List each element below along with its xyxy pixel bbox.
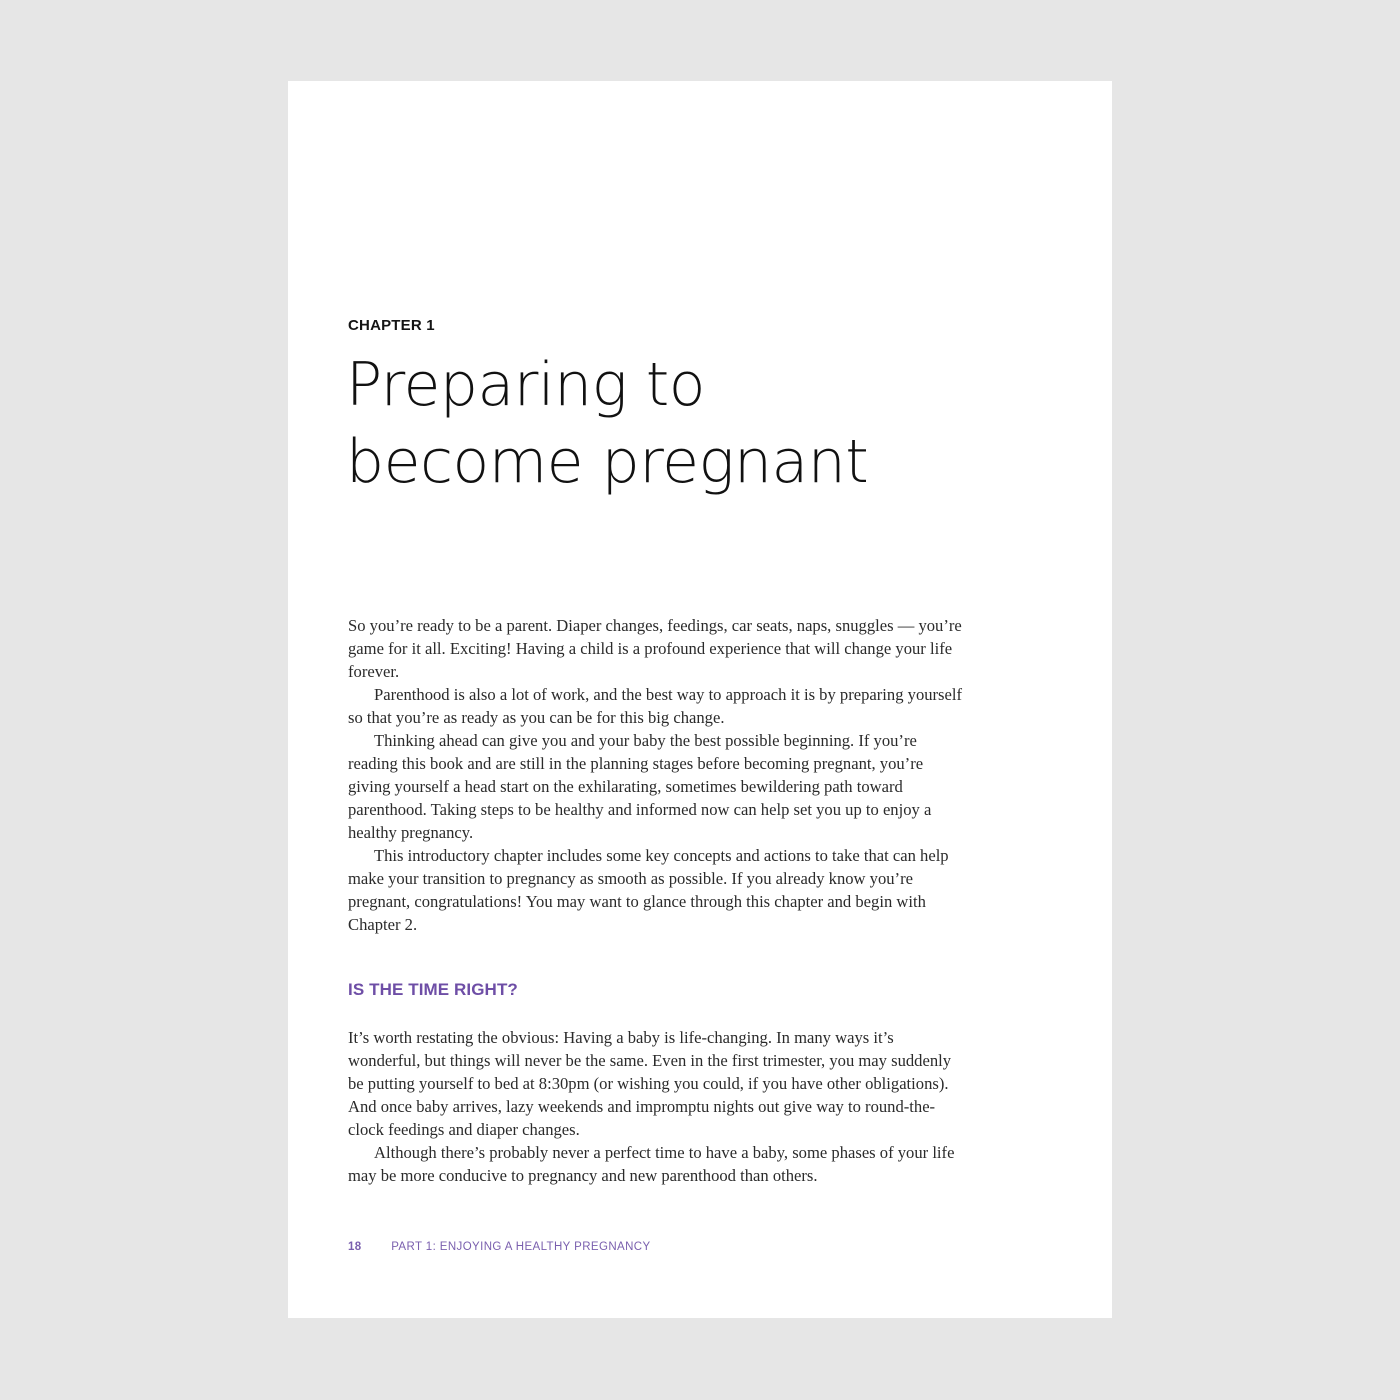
intro-paragraph-3: Thinking ahead can give you and your baby the best possible beginning. If you’re reading this book and are still in the planning stages before becoming pregnant, you’re giving yourself a head start on the exhilarating, sometimes bewildering path toward parenthood. Taking steps to be healthy and informed now can help set you up to enjoy a healthy pregnancy. [348,731,932,842]
chapter-label: CHAPTER 1 [348,317,435,334]
intro-paragraph-1: So you’re ready to be a parent. Diaper changes, feedings, car seats, naps, snuggles — you’re game for it all. Exciting! Having a child is a profound experience that will change your life forever. [348,616,962,681]
section-paragraph-2: Although there’s probably never a perfect time to have a baby, some phases of your life may be more conducive to pregnancy and new parenthood than others. [348,1143,955,1185]
page-number: 18 [348,1241,362,1253]
section-text [348,1026,968,1187]
intro-paragraph-2: Parenthood is also a lot of work, and the best way to approach it is by preparing yourself so that you’re as ready as you can be for this big change. [348,685,963,727]
page-footer [348,1241,651,1253]
section-paragraph-1: It’s worth restating the obvious: Having a baby is life-changing. In many ways it’s wonderful, but things will never be the same. Even in the first trimester, you may suddenly be putting yourself to bed at 8:30pm (or wishing you could, if you have other obligations). And once baby arrives, lazy weekends and impromptu nights out give way to round-the-clock feedings and diaper changes. [348,1028,952,1139]
book-page [288,81,1112,1318]
chapter-title-line-1: Preparing to [346,350,705,420]
intro-text [348,614,968,936]
chapter-title [346,347,966,501]
intro-paragraph-4: This introductory chapter includes some key concepts and actions to take that can help make your transition to pregnancy as smooth as possible. If you already know you’re pregnant, congratulations! You may want to glance through this chapter and begin with Chapter 2. [348,846,949,934]
running-head: PART 1: ENJOYING A HEALTHY PREGNANCY [391,1241,651,1253]
section-heading: IS THE TIME RIGHT? [348,980,518,999]
chapter-title-line-2: become pregnant [346,427,869,497]
